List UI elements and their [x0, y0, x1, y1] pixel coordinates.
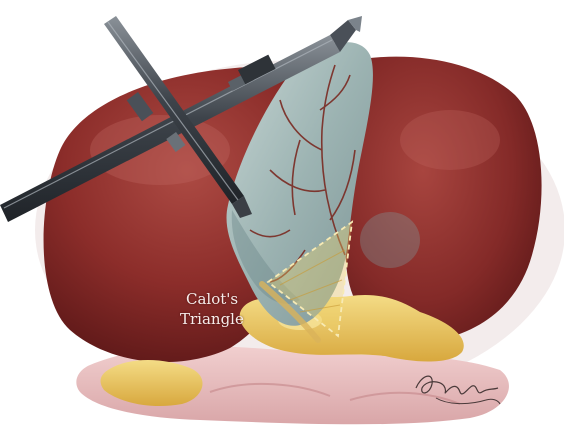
liver-bruise [360, 212, 420, 268]
artist-signature [412, 366, 504, 410]
calots-triangle-label-line1: Calot's [186, 290, 239, 308]
calots-triangle-label-line2: Triangle [180, 310, 244, 328]
liver-highlight-right [400, 110, 500, 170]
